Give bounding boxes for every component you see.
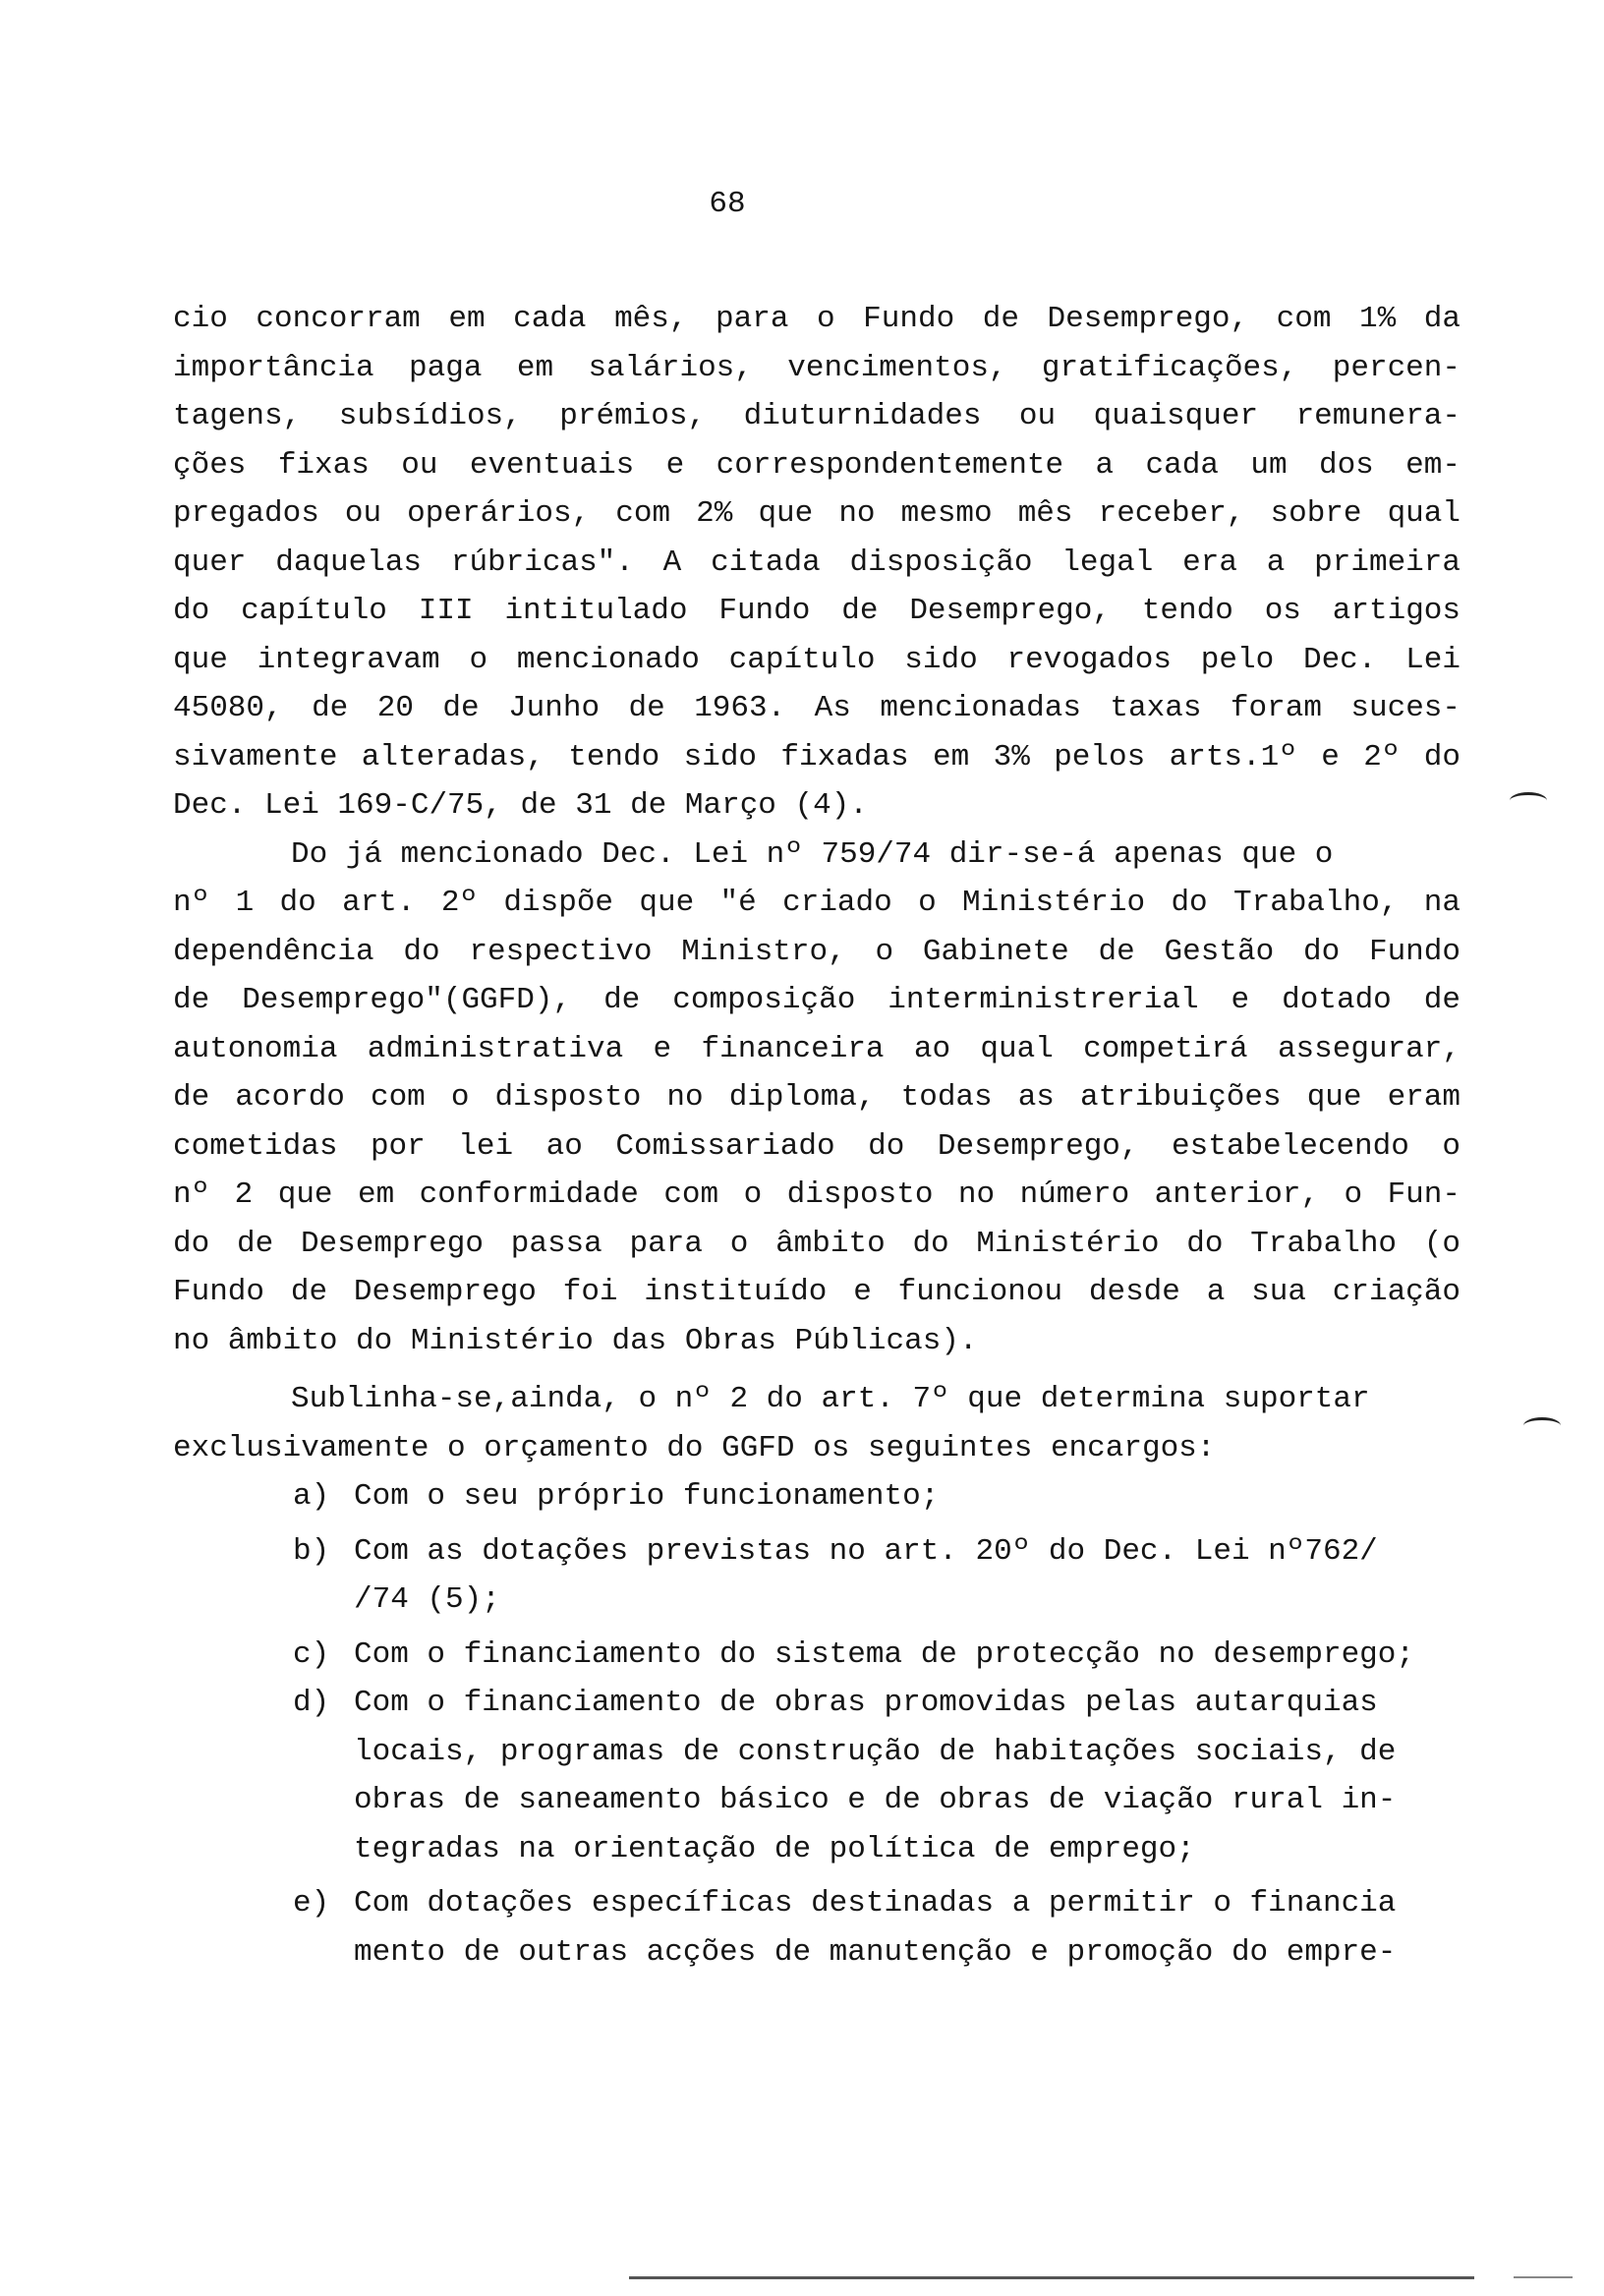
text-line: importância paga em salários, vencimentos, gratificações, percen-	[173, 350, 1461, 385]
margin-mark	[1523, 1417, 1561, 1434]
list-marker: c)	[293, 1636, 330, 1672]
text-line: mento de outras acções de manutenção e promoção do empre-	[354, 1934, 1397, 1970]
text-line: pregados ou operários, com 2% que no mesmo mês receber, sobre qual	[173, 496, 1461, 531]
text-line: Sublinha-se,ainda, o nº 2 do art. 7º que determina suportar	[291, 1382, 1370, 1416]
text-line: /74 (5);	[354, 1582, 500, 1617]
text-line: 45080, de 20 de Junho de 1963. As mencionadas taxas foram suces-	[173, 691, 1461, 725]
text-line: do de Desemprego passa para o âmbito do Ministério do Trabalho (o	[173, 1226, 1461, 1261]
text-line: nº 1 do art. 2º dispõe que "é criado o Ministério do Trabalho, na	[173, 886, 1461, 920]
list-marker: b)	[293, 1533, 330, 1569]
text-line: Do já mencionado Dec. Lei nº 759/74 dir-se-á apenas que o	[291, 836, 1334, 872]
text-line: Fundo de Desemprego foi instituído e funcionou desde a sua criação	[173, 1275, 1461, 1309]
text-line: nº 2 que em conformidade com o disposto no número anterior, o Fun-	[173, 1177, 1461, 1212]
paragraph-3	[173, 1375, 1461, 1472]
text-line: Com dotações específicas destinadas a permitir o financia	[354, 1886, 1397, 1921]
text-line: tegradas na orientação de política de emprego;	[354, 1831, 1195, 1866]
text-line: exclusivamente o orçamento do GGFD os seguintes encargos:	[173, 1430, 1216, 1465]
list-marker: d)	[293, 1686, 330, 1720]
text-line: Com o financiamento de obras promovidas pelas autarquias	[354, 1686, 1378, 1720]
list-item	[173, 1879, 1461, 1977]
paragraph-1	[173, 295, 1461, 831]
list-marker: e)	[293, 1886, 330, 1921]
text-line: locais, programas de construção de habitações sociais, de	[354, 1734, 1397, 1769]
text-line: tagens, subsídios, prémios, diuturnidades ou quaisquer remunera-	[173, 399, 1461, 433]
text-line: cio concorram em cada mês, para o Fundo de Desemprego, com 1% da	[173, 302, 1461, 336]
footer-rule	[1514, 2276, 1573, 2278]
text-line: de acordo com o disposto no diploma, todas as atribuições que eram	[173, 1080, 1461, 1115]
text-line: no âmbito do Ministério das Obras Públicas).	[173, 1323, 978, 1358]
text-line: ções fixas ou eventuais e correspondentemente a cada um dos em-	[173, 447, 1461, 483]
margin-mark	[1510, 792, 1547, 809]
text-line: Dec. Lei 169-C/75, de 31 de Março (4).	[173, 788, 868, 823]
text-line: que integravam o mencionado capítulo sido revogados pelo Dec. Lei	[173, 642, 1461, 677]
text-line: obras de saneamento básico e de obras de viação rural in-	[354, 1783, 1397, 1817]
text-line: Com o financiamento do sistema de protecção no desemprego;	[354, 1636, 1414, 1672]
text-line: cometidas por lei ao Comissariado do Desemprego, estabelecendo o	[173, 1128, 1461, 1164]
document-body	[173, 295, 1461, 1977]
list-marker: a)	[293, 1479, 330, 1514]
list-item	[173, 1527, 1461, 1625]
text-line: de Desemprego"(GGFD), de composição interministrerial e dotado de	[173, 983, 1461, 1017]
page-number: 68	[709, 187, 746, 221]
list-item	[173, 1472, 1461, 1521]
list-item	[173, 1679, 1461, 1873]
text-line: Com o seu próprio funcionamento;	[354, 1479, 940, 1514]
text-line: dependência do respectivo Ministro, o Gabinete de Gestão do Fundo	[173, 934, 1461, 969]
footer-rule	[629, 2276, 1474, 2279]
encargos-list	[173, 1472, 1461, 1977]
text-line: sivamente alteradas, tendo sido fixadas em 3% pelos arts.1º e 2º do	[173, 739, 1461, 775]
paragraph-2	[173, 831, 1461, 1366]
list-item	[173, 1631, 1461, 1680]
text-line: Com as dotações previstas no art. 20º do Dec. Lei nº762/	[354, 1533, 1378, 1569]
text-line: quer daquelas rúbricas". A citada disposição legal era a primeira	[173, 545, 1461, 580]
text-line: autonomia administrativa e financeira ao qual competirá assegurar,	[173, 1031, 1461, 1066]
text-line: do capítulo III intitulado Fundo de Desemprego, tendo os artigos	[173, 594, 1461, 628]
